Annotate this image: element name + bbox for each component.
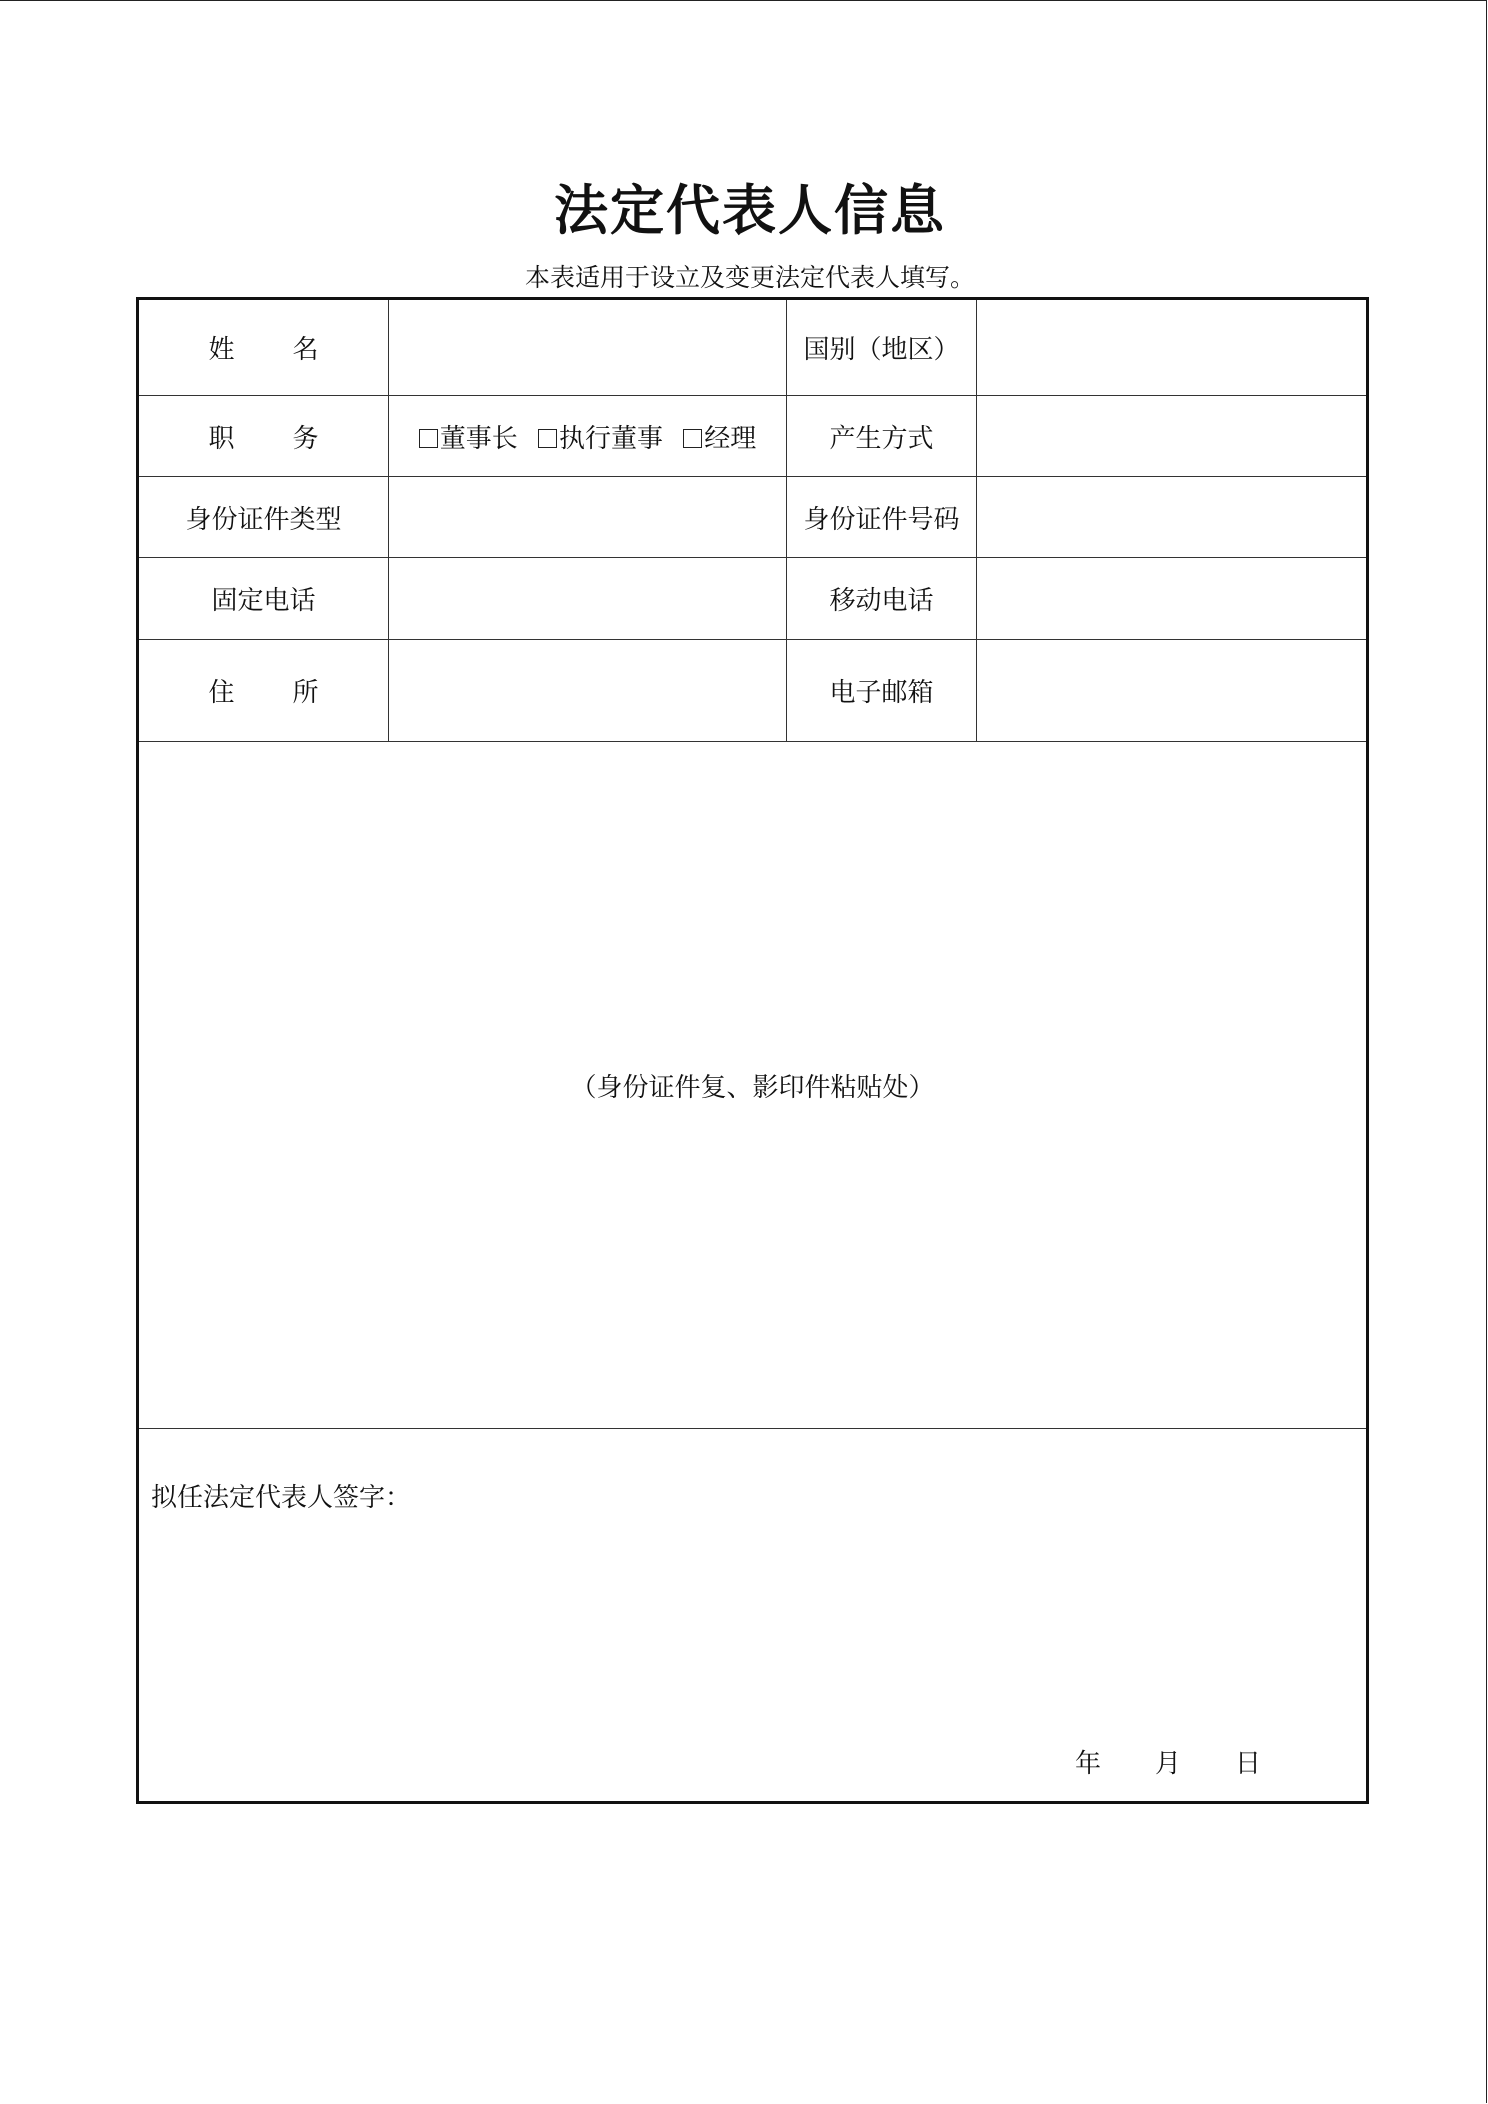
label-name: 姓 名 (138, 299, 389, 396)
checkbox-chairman[interactable]: 董事长 (419, 424, 518, 454)
nationality-field[interactable] (977, 299, 1368, 396)
row-id-copy (138, 742, 1368, 1429)
row-name (138, 299, 1368, 396)
label-address: 住 所 (138, 640, 389, 742)
date-year: 年 (1075, 1749, 1102, 1779)
checkbox-executive-director[interactable]: 执行董事 (538, 424, 663, 454)
position-options (389, 396, 787, 477)
label-position: 职 务 (138, 396, 389, 477)
mobile-field[interactable] (977, 558, 1368, 640)
label-id-number: 身份证件号码 (787, 477, 977, 558)
legal-representative-form (136, 297, 1369, 1804)
label-landline: 固定电话 (138, 558, 389, 640)
email-field[interactable] (977, 640, 1368, 742)
id-type-field[interactable] (389, 477, 787, 558)
address-field[interactable] (389, 640, 787, 742)
form-title: 法定代表人信息 (554, 178, 946, 242)
row-position (138, 396, 1368, 477)
label-mobile: 移动电话 (787, 558, 977, 640)
date-month: 月 (1155, 1749, 1182, 1779)
checkbox-icon (683, 429, 702, 448)
row-address (138, 640, 1368, 742)
label-appointment-method: 产生方式 (787, 396, 977, 477)
signature-label: 拟任法定代表人签字： (151, 1483, 412, 1513)
checkbox-icon (538, 429, 557, 448)
id-copy-paste-area[interactable] (138, 742, 1368, 1429)
label-nationality: 国别（地区） (787, 299, 977, 396)
signature-date (1075, 1743, 1261, 1780)
row-id-document (138, 477, 1368, 558)
checkbox-manager[interactable]: 经理 (683, 424, 756, 454)
date-day: 日 (1235, 1749, 1262, 1779)
id-copy-placeholder: （身份证件复、影印件粘贴处） (570, 1072, 935, 1103)
checkbox-icon (419, 429, 438, 448)
label-email: 电子邮箱 (787, 640, 977, 742)
id-number-field[interactable] (977, 477, 1368, 558)
landline-field[interactable] (389, 558, 787, 640)
signature-area[interactable] (138, 1429, 1368, 1803)
form-subtitle: 本表适用于设立及变更法定代表人填写。 (524, 263, 975, 292)
appointment-method-field[interactable] (977, 396, 1368, 477)
label-id-type: 身份证件类型 (138, 477, 389, 558)
row-signature (138, 1429, 1368, 1803)
row-phone (138, 558, 1368, 640)
name-field[interactable] (389, 299, 787, 396)
